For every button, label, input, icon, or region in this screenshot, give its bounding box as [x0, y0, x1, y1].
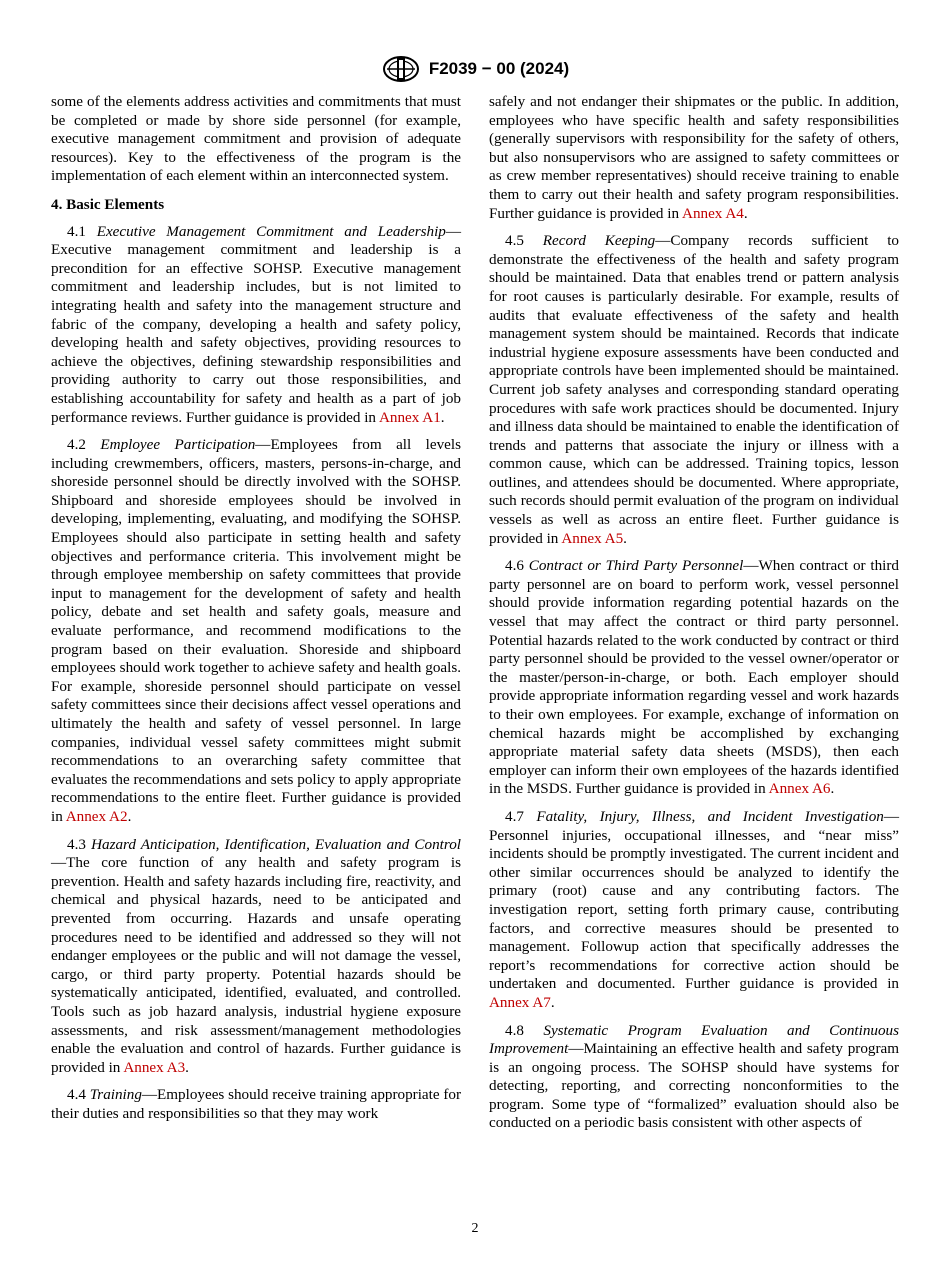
paragraph-title: Hazard Anticipation, Identification, Evaluation and Control [91, 835, 461, 853]
paragraph-4-6: 4.6 Contract or Third Party Personnel—When contract or third party personnel are on board to perform work, vessel personnel should provide information regarding potential hazards on the vessel that may affect the contract or third party personnel. Potential hazards related to the work conducted by contract or third party personnel should be provided to the vessel owner/operator or the master/person-in-charge, or both. Each employer should provide appropriate information regarding vessel and work hazards to their own employees. For example, exchange of information on chemical hazards might be accomplished by exchanging appropriate material safety data sheets (MSDS), then each employer can inform their own employees of the hazards identified in the MSDS. Further guidance is provided in Annex A6. [489, 557, 899, 798]
paragraph-4-4-continued: safely and not endanger their shipmates or the public. In addition, employees who have specific health and safety responsibilities (generally supervisors with responsibility for the safety of others, but also nonsupervisors who are assigned to safety committees or as crew member representatives) should receive training to enable them to carry out their health and safety program responsibilities. Further guidance is provided in Annex A4. [489, 93, 899, 222]
paragraph-title: Systematic Program Evaluation and Continuous Improvement [489, 1021, 899, 1058]
right-column [489, 93, 899, 1142]
intro-paragraph: some of the elements address activities and commitments that must be completed or made by shore side personnel (for example, executive management commitment and provision of adequate resources). Key to the effectiveness of the program is the implementation of each element within an interconnected system. [51, 93, 461, 185]
page-number: 2 [471, 1221, 479, 1236]
paragraph-title: Training [89, 1086, 142, 1104]
paragraph-title: Record Keeping [542, 232, 656, 250]
paragraph-4-3: 4.3 Hazard Anticipation, Identification, Evaluation and Control—The core function of any health and safety program is prevention. Health and safety hazards including fire, reactivity, and chemical and physical hazards, need to be anticipated and prevented from occurring. Hazards and unsafe operating procedures need to be identified and addressed so they will not endanger employees or the public and will not damage the vessel, cargo, or third party property. Potential hazards should be systematically anticipated, identified, evaluated, and controlled. Tools such as job hazard analysis, industrial hygiene exposure assessments, and risk assessment/management methodologies enable the evaluation and control of hazards. Further guidance is provided in Annex A3. [51, 835, 461, 1076]
paragraph-title: Fatality, Injury, Illness, and Incident Investigation [536, 807, 884, 825]
annex-a3-link[interactable]: Annex A3 [123, 1058, 186, 1076]
annex-a1-link[interactable]: Annex A1 [378, 408, 441, 426]
annex-a2-link[interactable]: Annex A2 [65, 807, 128, 825]
section-heading: 4. Basic Elements [51, 195, 165, 213]
paragraph-4-1: 4.1 Executive Management Commitment and Leadership—Executive management commitment and leadership is a precondition for an effective SOHSP. Executive management commitment and leadership includes, but is not limited to integrating health and safety into the management structure and fabric of the company, developing a health and safety policy, developing health and safety objectives, providing resources to achieve the objectives, defining stewardship responsibilities and providing authority to carry out those responsibilities, and establishing accountability for safety and health as a part of job performance reviews. Further guidance is provided in Annex A1. [51, 222, 461, 426]
annex-a5-link[interactable]: Annex A5 [561, 529, 624, 547]
paragraph-4-7: 4.7 Fatality, Injury, Illness, and Incident Investigation—Personnel injuries, occupational illnesses, and “near miss” incidents should be promptly investigated. The current incident and other similar occurrences should be analyzed to identify the primary (root) cause and any contributing factors. The investigation report, setting forth primary cause, contributing factors, and corrective measures should be presented to management. Followup action that specifically addresses the report’s recommendations for corrective action should be undertaken and documented. Further guidance is provided in Annex A7. [489, 807, 899, 1011]
paragraph-title: Employee Participation [100, 436, 256, 454]
document-title: F2039 − 00 (2024) [428, 59, 570, 78]
paragraph-4-4: 4.4 Training—Employees should receive training appropriate for their duties and responsibilities so that they may work [51, 1086, 461, 1122]
annex-a6-link[interactable]: Annex A6 [768, 780, 831, 798]
annex-a7-link[interactable]: Annex A7 [489, 993, 551, 1011]
annex-a4-link[interactable]: Annex A4 [682, 204, 744, 222]
left-column [51, 93, 461, 1132]
paragraph-title: Executive Management Commitment and Leadership [96, 222, 446, 240]
page-header [0, 54, 950, 89]
astm-logo-icon [381, 54, 421, 84]
paragraph-4-2: 4.2 Employee Participation—Employees from all levels including crewmembers, officers, masters, persons-in-charge, and shoreside personnel should be directly involved with the SOHSP. Shipboard and shoreside employees should be involved in developing, implementing, evaluating, and modifying the SOHSP. Employees should also participate in setting health and safety objectives and performance criteria. This involvement might be through employee membership on safety committees that provide input to management for the development of safety and health policy, debate and set health and safety goals, measure and evaluate performance, and recommend modifications to the program based on their evaluation. Shoreside and shipboard employees should work together to achieve safety and health goals. For example, shoreside personnel should participate on vessel safety committees since their decisions affect vessel operations and ultimately the health and safety of vessel personnel. In large companies, individual vessel safety committees might submit recommendations to an overarching safety committee that evaluates the recommendations and sets policy to apply appropriate recommendations to the entire fleet. Further guidance is provided in Annex A2. [51, 436, 461, 825]
paragraph-title: Contract or Third Party Personnel [528, 557, 744, 575]
paragraph-4-8: 4.8 Systematic Program Evaluation and Continuous Improvement—Maintaining an effective health and safety program is an ongoing process. The SOHSP should have systems for detecting, reporting, and correcting nonconformities to the program. Some type of “formalized” evaluation should also be conducted on a periodic basis consistent with other aspects of [489, 1021, 899, 1132]
paragraph-4-5: 4.5 Record Keeping—Company records sufficient to demonstrate the effectiveness of the health and safety program should be maintained. Data that enables trend or pattern analysis for root causes is particularly desirable. For example, results of audits that evaluate effectiveness of the safety and health management system should be maintained. Records that indicate industrial hygiene exposure assessments have been conducted and appropriate controls have been implemented should be maintained. Current job safety analyses and corresponding standard operating procedures with safe work practices should be documented. Injury and illness data should be maintained to enable the identification of trends and patterns that associate the injury or illness with a common cause, which can be addressed. Training topics, lesson outlines, and attendees should be documented. Where appropriate, such records should permit evaluation of the program on individual vessels as well as across an entire fleet. Further guidance is provided in Annex A5. [489, 232, 899, 547]
